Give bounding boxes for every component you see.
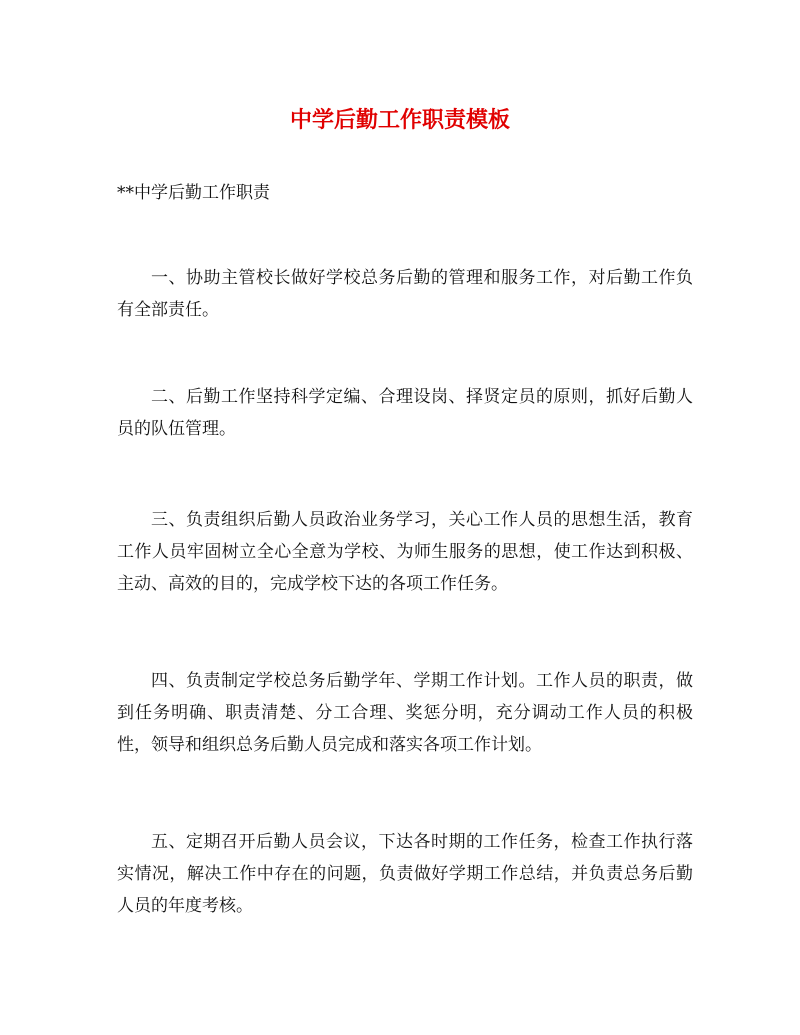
document-subtitle: **中学后勤工作职责 — [117, 183, 270, 203]
paragraph-1: 一、协助主管校长做好学校总务后勤的管理和服务工作，对后勤工作负有全部责任。 — [117, 268, 693, 320]
paragraph-5: 五、定期召开后勤人员会议，下达各时期的工作任务，检查工作执行落实情况，解决工作中存在的问题，负责做好学期工作总结，并负责总务后勤人员的年度考核。 — [117, 832, 693, 916]
paragraph-3: 三、负责组织后勤人员政治业务学习，关心工作人员的思想生活，教育工作人员牢固树立全心全意为学校、为师生服务的思想，使工作达到积极、主动、高效的目的，完成学校下达的各项工作任务。 — [117, 510, 693, 594]
paragraph-2: 二、后勤工作坚持科学定编、合理设岗、择贤定员的原则，抓好后勤人员的队伍管理。 — [117, 387, 693, 439]
paragraph-4: 四、负责制定学校总务后勤学年、学期工作计划。工作人员的职责，做到任务明确、职责清楚、分工合理、奖惩分明，充分调动工作人员的积极性，领导和组织总务后勤人员完成和落实各项工作计划。 — [117, 671, 693, 755]
document-title: 中学后勤工作职责模板 — [289, 107, 510, 133]
